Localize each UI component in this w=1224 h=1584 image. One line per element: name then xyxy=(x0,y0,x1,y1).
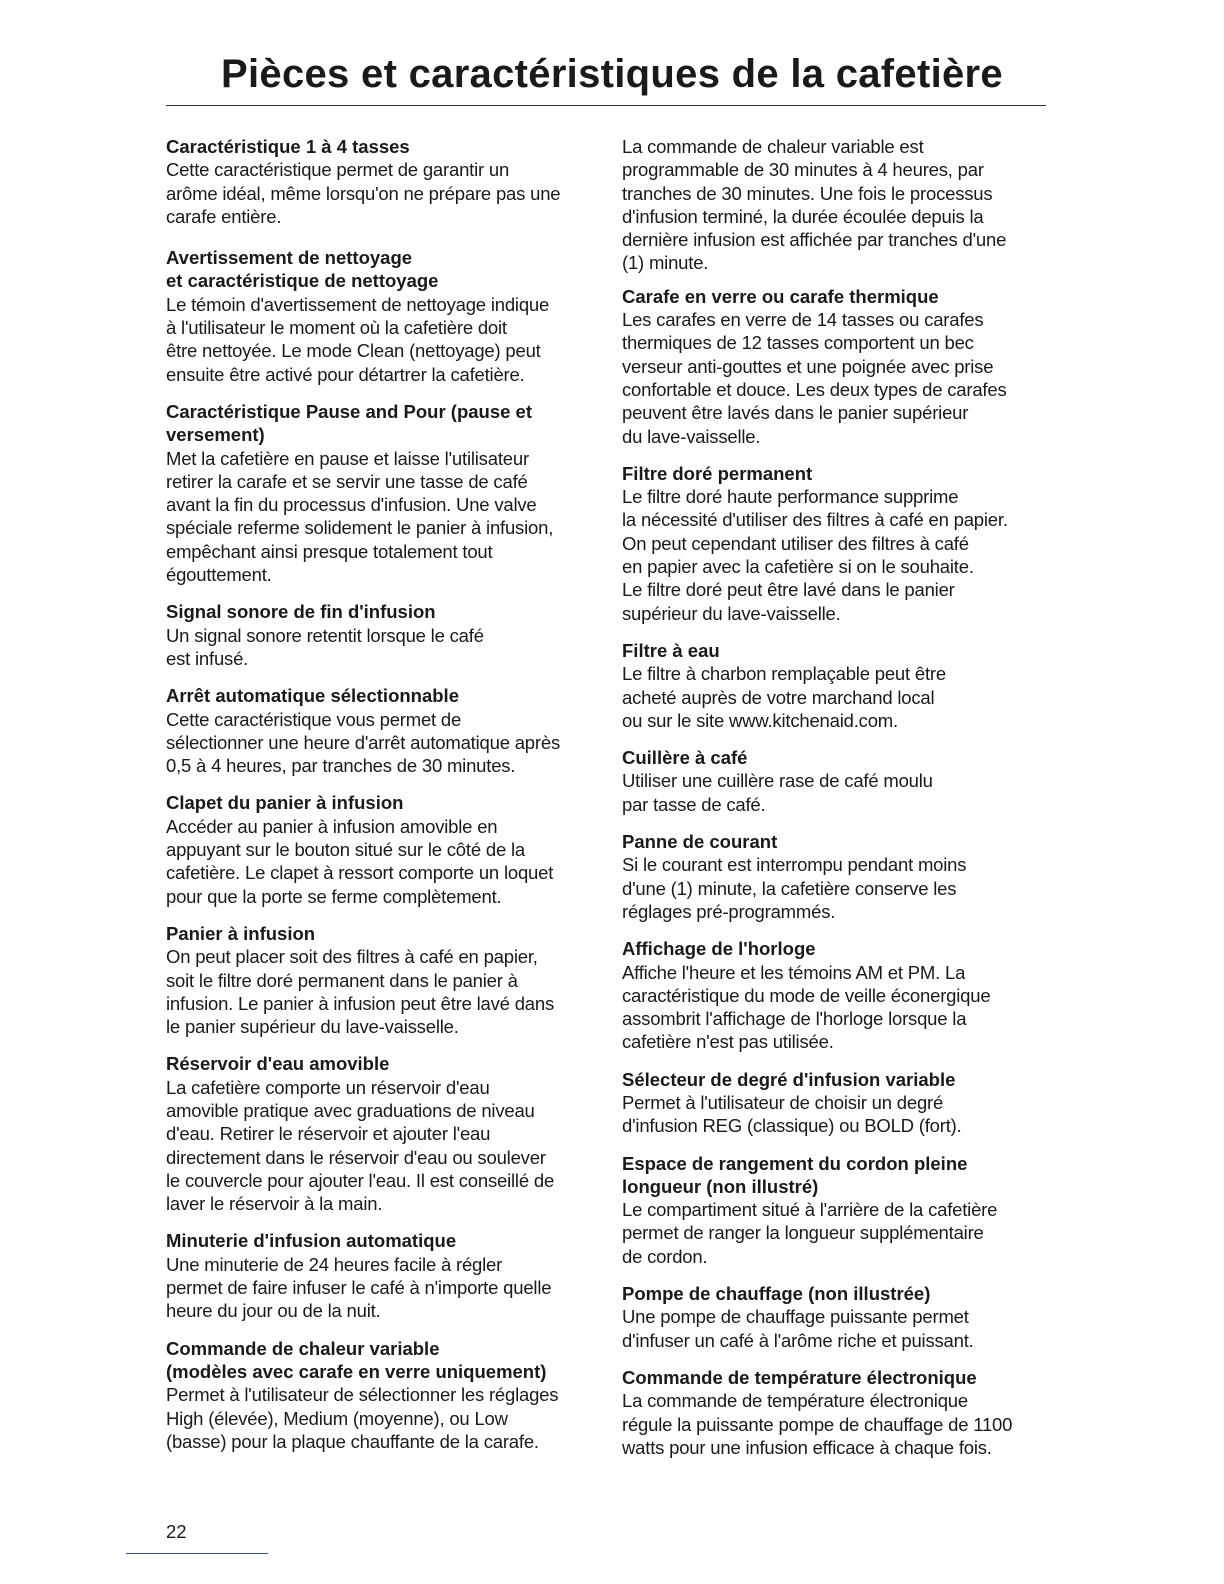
feature-heading xyxy=(622,746,1052,769)
body-line: Cette caractéristique permet de garantir un xyxy=(166,159,510,181)
body-line: Accéder au panier à infusion amovible en xyxy=(166,815,498,837)
heading-line: Réservoir d'eau amovible xyxy=(166,1053,390,1075)
body-line: avant la fin du processus d'infusion. Une valve xyxy=(166,494,537,516)
feature-heading xyxy=(622,1282,1052,1305)
body-line: Affiche l'heure et les témoins AM et PM. La xyxy=(622,961,966,983)
body-line: sélectionner une heure d'arrêt automatique après xyxy=(166,731,560,753)
body-line: Met la cafetière en pause et laisse l'utilisateur xyxy=(166,447,529,469)
title-divider xyxy=(166,105,1046,106)
body-line: On peut placer soit des filtres à café en papier, xyxy=(166,946,538,968)
heading-line: Caractéristique Pause and Pour (pause et xyxy=(166,400,533,422)
body-line: heure du jour ou de la nuit. xyxy=(166,1300,381,1322)
feature-description xyxy=(166,293,596,386)
feature-heading xyxy=(622,639,1052,662)
body-line: par tasse de café. xyxy=(622,793,766,815)
body-line: de cordon. xyxy=(622,1245,708,1267)
heading-line: Pompe de chauffage (non illustrée) xyxy=(622,1283,931,1305)
feature-heading xyxy=(622,462,1052,485)
feature-heading xyxy=(166,1337,596,1384)
body-line: thermiques de 12 tasses comportent un bec xyxy=(622,332,974,354)
feature-description xyxy=(622,853,1052,923)
body-line: réglages pré-programmés. xyxy=(622,900,836,922)
body-line: La commande de température électronique xyxy=(622,1390,968,1412)
feature-section xyxy=(166,1337,596,1453)
body-line: le panier supérieur du lave-vaisselle. xyxy=(166,1016,459,1038)
feature-heading xyxy=(166,922,596,945)
body-line: Utiliser une cuillère rase de café moulu xyxy=(622,770,933,792)
right-column xyxy=(622,121,1052,1459)
body-line: On peut cependant utiliser des filtres à café xyxy=(622,532,969,554)
feature-section xyxy=(166,246,596,386)
feature-description xyxy=(166,624,596,671)
feature-section xyxy=(622,746,1052,816)
body-line: acheté auprès de votre marchand local xyxy=(622,686,935,708)
feature-heading xyxy=(166,600,596,623)
feature-section xyxy=(622,462,1052,625)
heading-line: Panne de courant xyxy=(622,831,778,853)
heading-line: Carafe en verre ou carafe thermique xyxy=(622,285,939,307)
feature-heading xyxy=(166,400,596,447)
heading-line: Affichage de l'horloge xyxy=(622,938,816,960)
left-column xyxy=(166,121,596,1453)
heading-line: Cuillère à café xyxy=(622,747,748,769)
feature-heading xyxy=(622,1366,1052,1389)
body-line: Le filtre doré haute performance supprime xyxy=(622,486,959,508)
body-line: du lave-vaisselle. xyxy=(622,425,761,447)
feature-description xyxy=(166,1253,596,1323)
feature-description xyxy=(622,961,1052,1054)
heading-line: Avertissement de nettoyage xyxy=(166,247,413,269)
body-line: Une pompe de chauffage puissante permet xyxy=(622,1306,969,1328)
body-line: en papier avec la cafetière si on le souhaite. xyxy=(622,556,974,578)
feature-heading xyxy=(622,285,1052,308)
heading-line: Signal sonore de fin d'infusion xyxy=(166,601,436,623)
body-line: soit le filtre doré permanent dans le panier à xyxy=(166,969,518,991)
feature-description xyxy=(166,1076,596,1216)
body-line: directement dans le réservoir d'eau ou soulever xyxy=(166,1146,546,1168)
feature-heading xyxy=(166,791,596,814)
feature-section xyxy=(166,922,596,1038)
body-line: appuyant sur le bouton situé sur le côté de la xyxy=(166,839,525,861)
body-line: (1) minute. xyxy=(622,252,709,274)
heading-line: Commande de température électronique xyxy=(622,1366,977,1388)
feature-heading xyxy=(622,1068,1052,1091)
body-line: amovible pratique avec graduations de niveau xyxy=(166,1099,535,1121)
feature-section xyxy=(166,1052,596,1215)
heading-line: Clapet du panier à infusion xyxy=(166,792,404,814)
feature-description xyxy=(622,662,1052,732)
body-line: Si le courant est interrompu pendant moins xyxy=(622,854,967,876)
body-line: d'infusion terminé, la durée écoulée depuis la xyxy=(622,205,984,227)
feature-heading xyxy=(622,937,1052,960)
feature-description xyxy=(166,815,596,908)
body-line: est infusé. xyxy=(166,647,249,669)
body-line: permet de faire infuser le café à n'importe quelle xyxy=(166,1277,552,1299)
feature-section xyxy=(166,135,596,228)
body-line: arôme idéal, même lorsqu'on ne prépare pas une xyxy=(166,182,561,204)
feature-description xyxy=(622,135,1052,275)
body-line: infusion. Le panier à infusion peut être lavé dans xyxy=(166,992,555,1014)
heading-line: Arrêt automatique sélectionnable xyxy=(166,685,459,707)
heading-line: (modèles avec carafe en verre uniquement) xyxy=(166,1360,547,1382)
body-line: Le filtre doré peut être lavé dans le panier xyxy=(622,579,955,601)
body-line: Permet à l'utilisateur de sélectionner les réglages xyxy=(166,1384,559,1406)
body-line: Permet à l'utilisateur de choisir un degré xyxy=(622,1091,944,1113)
body-line: spéciale referme solidement le panier à infusion, xyxy=(166,517,554,539)
body-line: la nécessité d'utiliser des filtres à café en papier. xyxy=(622,509,1008,531)
body-line: watts pour une infusion efficace à chaque fois. xyxy=(622,1436,992,1458)
body-line: pour que la porte se ferme complètement. xyxy=(166,885,502,907)
feature-heading xyxy=(166,1229,596,1252)
feature-description xyxy=(166,1383,596,1453)
body-line: verseur anti-gouttes et une poignée avec prise xyxy=(622,355,994,377)
feature-section xyxy=(622,639,1052,732)
body-line: égouttement. xyxy=(166,564,272,586)
feature-section xyxy=(622,830,1052,923)
feature-description xyxy=(622,769,1052,816)
body-line: peuvent être lavés dans le panier supérieur xyxy=(622,402,969,424)
heading-line: Commande de chaleur variable xyxy=(166,1337,440,1359)
heading-line: versement) xyxy=(166,424,265,446)
body-line: cafetière. Le clapet à ressort comporte un loquet xyxy=(166,862,554,884)
heading-line: longueur (non illustré) xyxy=(622,1175,819,1197)
heading-line: Espace de rangement du cordon pleine xyxy=(622,1152,968,1174)
body-line: Les carafes en verre de 14 tasses ou carafes xyxy=(622,309,984,331)
body-line: à l'utilisateur le moment où la cafetière doit xyxy=(166,317,507,339)
body-line: régule la puissante pompe de chauffage de 1100 xyxy=(622,1413,1013,1435)
feature-description xyxy=(622,308,1052,448)
body-line: High (élevée), Medium (moyenne), ou Low xyxy=(166,1407,508,1429)
heading-line: Filtre à eau xyxy=(622,639,720,661)
body-line: assombrit l'affichage de l'horloge lorsque la xyxy=(622,1008,967,1030)
feature-section xyxy=(166,600,596,670)
feature-section xyxy=(166,684,596,777)
feature-section xyxy=(622,135,1052,275)
feature-heading xyxy=(622,1152,1052,1199)
feature-section xyxy=(166,1229,596,1322)
body-line: Le compartiment situé à l'arrière de la cafetière xyxy=(622,1199,998,1221)
feature-section xyxy=(622,937,1052,1053)
feature-description xyxy=(166,158,596,228)
body-line: d'infuser un café à l'arôme riche et puissant. xyxy=(622,1329,974,1351)
body-line: être nettoyée. Le mode Clean (nettoyage) peut xyxy=(166,340,541,362)
body-line: La cafetière comporte un réservoir d'eau xyxy=(166,1076,490,1098)
feature-section xyxy=(622,1366,1052,1459)
feature-heading xyxy=(166,135,596,158)
page-number: 22 xyxy=(166,1521,187,1542)
heading-line: Sélecteur de degré d'infusion variable xyxy=(622,1068,956,1090)
body-line: d'infusion REG (classique) ou BOLD (fort). xyxy=(622,1115,962,1137)
feature-heading xyxy=(166,1052,596,1075)
feature-section xyxy=(622,1152,1052,1268)
heading-line: Minuterie d'infusion automatique xyxy=(166,1230,457,1252)
feature-section xyxy=(622,1068,1052,1138)
feature-description xyxy=(622,1091,1052,1138)
body-line: Un signal sonore retentit lorsque le café xyxy=(166,624,484,646)
body-line: carafe entière. xyxy=(166,205,282,227)
feature-description xyxy=(622,1305,1052,1352)
body-line: caractéristique du mode de veille éconergique xyxy=(622,984,991,1006)
feature-description xyxy=(166,447,596,587)
feature-description xyxy=(622,1198,1052,1268)
body-line: supérieur du lave-vaisselle. xyxy=(622,602,841,624)
feature-heading xyxy=(166,684,596,707)
body-line: confortable et douce. Les deux types de carafes xyxy=(622,378,1007,400)
feature-section xyxy=(622,285,1052,448)
page-title: Pièces et caractéristiques de la cafetière xyxy=(221,52,1003,96)
body-line: 0,5 à 4 heures, par tranches de 30 minutes. xyxy=(166,755,516,777)
body-line: tranches de 30 minutes. Une fois le processus xyxy=(622,182,993,204)
feature-description xyxy=(622,1389,1052,1459)
body-line: Le témoin d'avertissement de nettoyage indique xyxy=(166,293,550,315)
heading-line: Filtre doré permanent xyxy=(622,462,813,484)
feature-section xyxy=(166,400,596,586)
body-line: d'une (1) minute, la cafetière conserve les xyxy=(622,877,957,899)
feature-section xyxy=(622,1282,1052,1352)
body-line: dernière infusion est affichée par tranches d'une xyxy=(622,229,1007,251)
body-line: le couvercle pour ajouter l'eau. Il est conseillé de xyxy=(166,1169,555,1191)
body-line: (basse) pour la plaque chauffante de la carafe. xyxy=(166,1430,539,1452)
heading-line: et caractéristique de nettoyage xyxy=(166,270,439,292)
body-line: ensuite être activé pour détartrer la cafetière. xyxy=(166,363,525,385)
body-line: permet de ranger la longueur supplémentaire xyxy=(622,1222,984,1244)
feature-description xyxy=(622,485,1052,625)
body-line: retirer la carafe et se servir une tasse de café xyxy=(166,470,528,492)
heading-line: Panier à infusion xyxy=(166,922,316,944)
body-line: ou sur le site www.kitchenaid.com. xyxy=(622,709,898,731)
body-line: Le filtre à charbon remplaçable peut être xyxy=(622,663,946,685)
body-line: La commande de chaleur variable est xyxy=(622,136,924,157)
body-line: Une minuterie de 24 heures facile à régler xyxy=(166,1253,503,1275)
feature-heading xyxy=(166,246,596,293)
body-line: Cette caractéristique vous permet de xyxy=(166,708,462,730)
body-line: cafetière n'est pas utilisée. xyxy=(622,1031,834,1053)
feature-section xyxy=(166,791,596,907)
body-line: programmable de 30 minutes à 4 heures, par xyxy=(622,159,984,181)
feature-description xyxy=(166,708,596,778)
feature-heading xyxy=(622,830,1052,853)
body-line: laver le réservoir à la main. xyxy=(166,1193,383,1215)
feature-description xyxy=(166,945,596,1038)
body-line: d'eau. Retirer le réservoir et ajouter l'eau xyxy=(166,1123,491,1145)
body-line: empêchant ainsi presque totalement tout xyxy=(166,540,493,562)
heading-line: Caractéristique 1 à 4 tasses xyxy=(166,136,410,157)
footer-bar xyxy=(126,1553,268,1554)
